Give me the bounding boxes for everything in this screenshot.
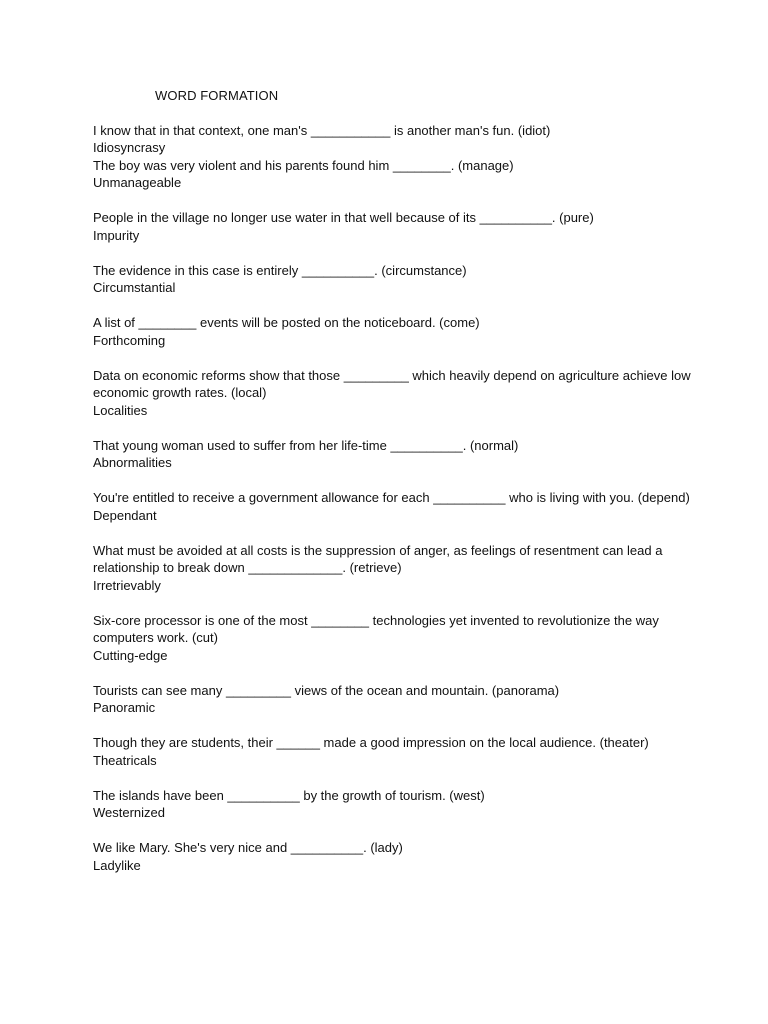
exercise-item (93, 122, 693, 157)
exercise-answer: Dependant (93, 507, 157, 523)
exercise-question: A list of ________ events will be posted on the noticeboard. (come) (93, 315, 480, 330)
exercise-answer: Cutting-edge (93, 647, 168, 663)
exercise-answer: Panoramic (93, 700, 156, 715)
exercise-item (93, 839, 693, 874)
exercise-answer: Circumstantial (93, 280, 176, 295)
exercise-question: Tourists can see many _________ views of the ocean and mountain. (panorama) (93, 682, 560, 698)
exercise-answer: Localities (93, 402, 148, 418)
exercise-question: That young woman used to suffer from her life-time __________. (normal) (93, 437, 519, 453)
exercise-answer: Westernized (93, 805, 166, 820)
exercise-question: Data on economic reforms show that those _________ which heavily depend on agriculture achieve low economic growth rates. (local) (93, 367, 691, 400)
exercise-item (93, 542, 693, 595)
exercise-item (93, 209, 693, 244)
page-title: WORD FORMATION (155, 88, 279, 103)
exercise-item (93, 489, 693, 524)
exercise-item (93, 734, 693, 769)
exercise-answer: Idiosyncrasy (93, 140, 166, 155)
exercise-answer: Impurity (93, 227, 140, 243)
exercise-answer: Irretrievably (93, 577, 161, 593)
exercise-question: The boy was very violent and his parents found him ________. (manage) (93, 157, 514, 173)
exercise-item (93, 682, 693, 717)
exercise-question: Six-core processor is one of the most ________ technologies yet invented to revolutionize the way computers work. (cut) (93, 612, 659, 645)
worksheet-page (93, 87, 693, 874)
exercise-answer: Abnormalities (93, 455, 172, 470)
exercise-item (93, 787, 693, 822)
exercise-question: We like Mary. She's very nice and __________. (lady) (93, 840, 403, 855)
exercise-answer: Unmanageable (93, 175, 182, 190)
exercise-answer: Ladylike (93, 857, 141, 873)
exercise-question: You're entitled to receive a government allowance for each __________ who is living with you. (depend) (93, 490, 690, 505)
exercise-item (93, 612, 693, 665)
exercise-question: People in the village no longer use water in that well because of its __________. (pure) (93, 210, 594, 225)
exercise-answer: Forthcoming (93, 332, 166, 348)
exercise-question: What must be avoided at all costs is the suppression of anger, as feelings of resentment can lead a relationship to break down _____________. (retrieve) (93, 542, 663, 575)
exercise-answer: Theatricals (93, 752, 157, 768)
exercise-item (93, 262, 693, 297)
exercise-question: Though they are students, their ______ made a good impression on the local audience. (theater) (93, 735, 649, 750)
exercise-question: The evidence in this case is entirely __________. (circumstance) (93, 262, 467, 278)
exercise-item (93, 367, 693, 420)
exercise-question: I know that in that context, one man's ___________ is another man's fun. (idiot) (93, 122, 551, 138)
exercise-question: The islands have been __________ by the growth of tourism. (west) (93, 787, 485, 803)
exercise-item (93, 314, 693, 349)
exercise-item (93, 157, 693, 192)
exercise-item (93, 437, 693, 472)
